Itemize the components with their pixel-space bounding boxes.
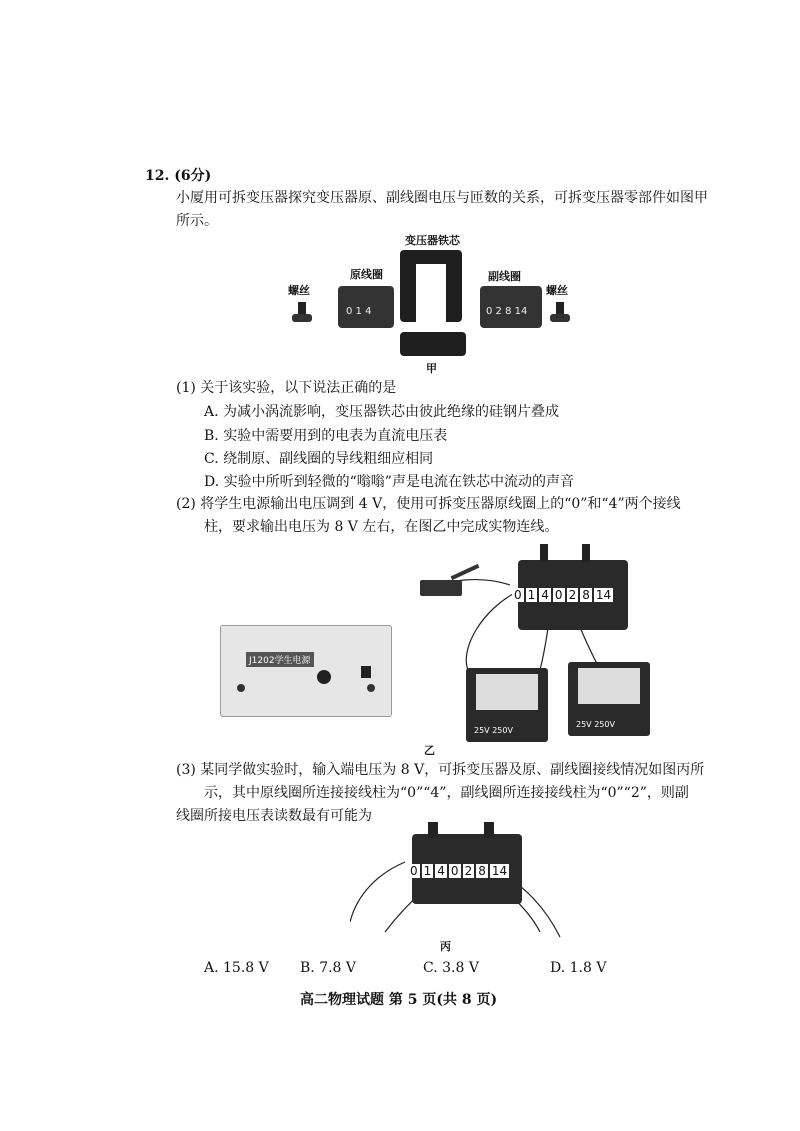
part1-option-c: C. 绕制原、副线圈的导线粗细应相同 [204, 451, 434, 467]
terminal-primary-0[interactable]: 0 [514, 588, 522, 602]
primary-coil [338, 286, 394, 328]
bing-terminal-secondary-2: 2 [464, 864, 473, 878]
terminal-primary-1[interactable]: 1 [527, 588, 536, 602]
screw-bing-right-icon [484, 822, 494, 838]
figure-jia [280, 230, 580, 375]
knife-switch [420, 580, 462, 596]
question-number: 12. [145, 168, 170, 184]
terminal-primary-4[interactable]: 4 [541, 588, 549, 602]
bing-terminal-secondary-8: 8 [478, 864, 486, 878]
figure-bing-caption: 丙 [440, 940, 451, 953]
figure-yi-caption: 乙 [424, 744, 435, 757]
part3-line2: 示，其中原线圈所连接接线柱为“0”“4”，副线圈所连接接线柱为“0”“2”，则副 [204, 785, 689, 801]
voltmeter-right [568, 662, 650, 736]
label-screw-right: 螺丝 [546, 284, 568, 297]
bing-terminal-primary-1: 1 [423, 864, 432, 878]
voltmeter-left [466, 668, 548, 742]
screw-right-icon [550, 302, 570, 324]
part3-line3: 线圈所接电压表读数最有可能为 [176, 808, 372, 824]
bing-terminal-secondary-14: 14 [491, 864, 508, 878]
terminal-secondary-8[interactable]: 8 [582, 588, 590, 602]
question-points: (6分) [174, 168, 212, 184]
student-power-supply [220, 625, 392, 717]
secondary-coil-terminals: 0 2 8 14 [486, 306, 528, 317]
page-footer: 高二物理试题 第 5 页(共 8 页) [300, 992, 498, 1008]
part3-line1: (3) 某同学做实验时，输入端电压为 8 V，可拆变压器及原、副线圈接线情况如图丙所 [176, 762, 705, 778]
figure-bing [350, 822, 570, 954]
bing-terminal-primary-4: 4 [437, 864, 445, 878]
voltmeter-left-scale: 25V 250V [474, 726, 513, 735]
label-primary-coil: 原线圈 [350, 268, 383, 281]
i-core [400, 332, 466, 356]
label-secondary-coil: 副线圈 [488, 270, 521, 283]
question-intro-line2: 所示。 [176, 213, 218, 229]
voltmeter-right-dial [578, 668, 640, 704]
question-intro-line1: 小厦用可拆变压器探究变压器原、副线圈电压与匝数的关系，可拆变压器零部件如图甲 [176, 190, 708, 206]
bing-terminal-primary-0: 0 [410, 864, 418, 878]
answer-d[interactable]: D. 1.8 V [550, 960, 607, 976]
power-supply-label: J1202学生电源 [246, 652, 314, 667]
screw-left-icon [292, 302, 312, 324]
screw-yi-right-icon [582, 544, 590, 562]
screw-yi-left-icon [540, 544, 548, 562]
answer-c[interactable]: C. 3.8 V [423, 960, 479, 976]
transformer-bing-terminal-labels [408, 864, 509, 878]
figure-yi [220, 540, 630, 755]
part1-option-b: B. 实验中需要用到的电表为直流电压表 [204, 428, 448, 444]
u-core-gap [416, 264, 446, 322]
voltage-knob-icon[interactable] [317, 670, 331, 684]
voltmeter-right-scale: 25V 250V [576, 720, 615, 729]
part1-stem: (1) 关于该实验，以下说法正确的是 [176, 380, 397, 396]
power-switch[interactable] [361, 666, 371, 678]
question-header [145, 166, 211, 186]
part2-line2: 柱，要求输出电压为 8 V 左右，在图乙中完成实物连线。 [204, 519, 559, 535]
transformer-yi-terminal-labels [512, 588, 613, 602]
screw-bing-left-icon [428, 822, 438, 838]
primary-coil-terminals: 0 1 4 [346, 306, 372, 317]
answer-a[interactable]: A. 15.8 V [204, 960, 269, 976]
answer-b[interactable]: B. 7.8 V [300, 960, 357, 976]
voltmeter-left-dial [476, 674, 538, 710]
figure-jia-caption: 甲 [426, 362, 437, 375]
part1-option-a: A. 为减小涡流影响，变压器铁芯由彼此绝缘的硅钢片叠成 [204, 404, 560, 420]
terminal-secondary-2[interactable]: 2 [568, 588, 577, 602]
power-terminal-right-icon[interactable] [367, 684, 375, 692]
terminal-secondary-14[interactable]: 14 [595, 588, 612, 602]
terminal-secondary-0[interactable]: 0 [554, 588, 563, 602]
part1-option-d: D. 实验中所听到轻微的“嗡嗡”声是电流在铁芯中流动的声音 [204, 474, 574, 490]
label-screw-left: 螺丝 [288, 284, 310, 297]
part2-line1: (2) 将学生电源输出电压调到 4 V，使用可拆变压器原线圈上的“0”和“4”两个接线 [176, 496, 681, 512]
bing-terminal-secondary-0: 0 [450, 864, 459, 878]
label-transformer-core: 变压器铁芯 [405, 234, 460, 247]
secondary-coil [480, 286, 542, 328]
power-terminal-left-icon[interactable] [237, 684, 245, 692]
